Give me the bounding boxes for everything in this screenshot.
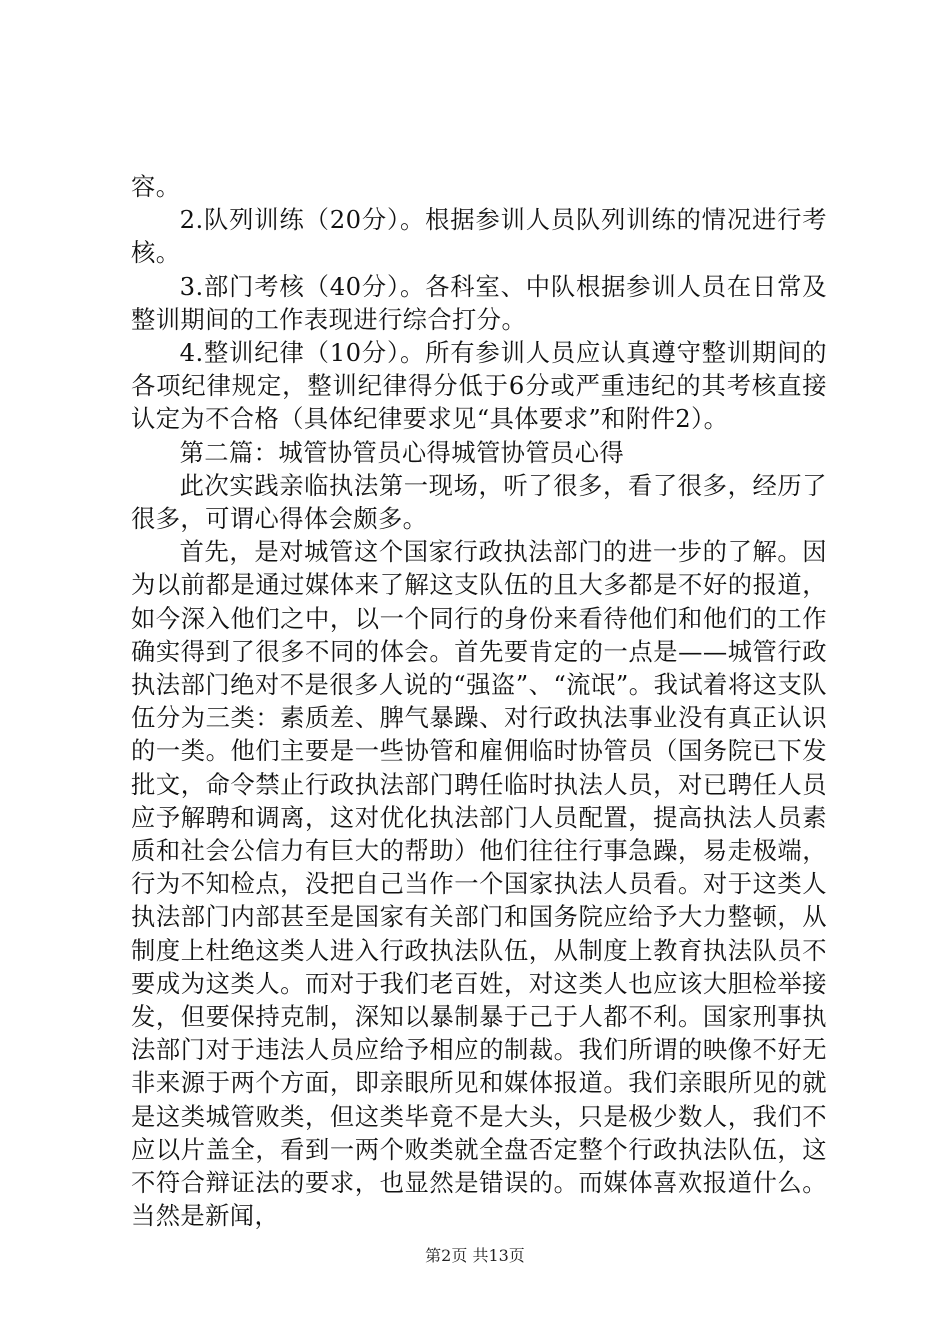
page-number-footer: 第2页 共13页	[425, 1246, 525, 1265]
paragraph-main-body: 首先，是对城管这个国家行政执法部门的进一步的了解。因为以前都是通过媒体来了解这支队伍的且大多都是不好的报道，如今深入他们之中，以一个同行的身份来看待他们和他们的工作确实得到了很多不同的体会。首先要肯定的一点是——城管行政执法部门绝对不是很多人说的“强盗”、“流氓”。我试着将这支队伍分为三类：素质差、脾气暴躁、对行政执法事业没有真正认识的一类。他们主要是一些协管和雇佣临时协管员（国务院已下发批文，命令禁止行政执法部门聘任临时执法人员，对已聘任人员应予解聘和调离，这对优化执法部门人员配置，提高执法人员素质和社会公信力有巨大的帮助）他们往往行事急躁，易走极端，行为不知检点，没把自己当作一个国家执法人员看。对于这类人执法部门内部甚至是国家有关部门和国务院应给予大力整顿，从制度上杜绝这类人进入行政执法队伍，从制度上教育执法队员不要成为这类人。而对于我们老百姓，对这类人也应该大胆检举接发，但要保持克制，深知以暴制暴于己于人都不利。国家刑事执法部门对于违法人员应给予相应的制裁。我们所谓的映像不好无非来源于两个方面，即亲眼所见和媒体报道。我们亲眼所见的就是这类城管败类，但这类毕竟不是大头，只是极少数人，我们不应以片盖全，看到一两个败类就全盘否定整个行政执法队伍，这不符合辩证法的要求，也显然是错误的。而媒体喜欢报道什么。当然是新闻，	[131, 537, 827, 1231]
paragraph-drill-training: 2.队列训练（20分）。根据参训人员队列训练的情况进行考核。	[131, 205, 827, 268]
paragraph-department-assessment: 3.部门考核（40分）。各科室、中队根据参训人员在日常及整训期间的工作表现进行综合打分。	[131, 271, 827, 334]
paragraph-training-discipline: 4.整训纪律（10分）。所有参训人员应认真遵守整训期间的各项纪律规定，整训纪律得分低于6分或严重违纪的其考核直接认定为不合格（具体纪律要求见“具体要求”和附件2）。	[131, 338, 827, 434]
document-body	[131, 170, 827, 1233]
section-heading: 第二篇：城管协管员心得城管协管员心得	[179, 437, 625, 467]
paragraph-continuation: 容。	[131, 172, 181, 201]
paragraph-practice-intro: 此次实践亲临执法第一现场，听了很多，看了很多，经历了很多，可谓心得体会颇多。	[131, 470, 827, 534]
